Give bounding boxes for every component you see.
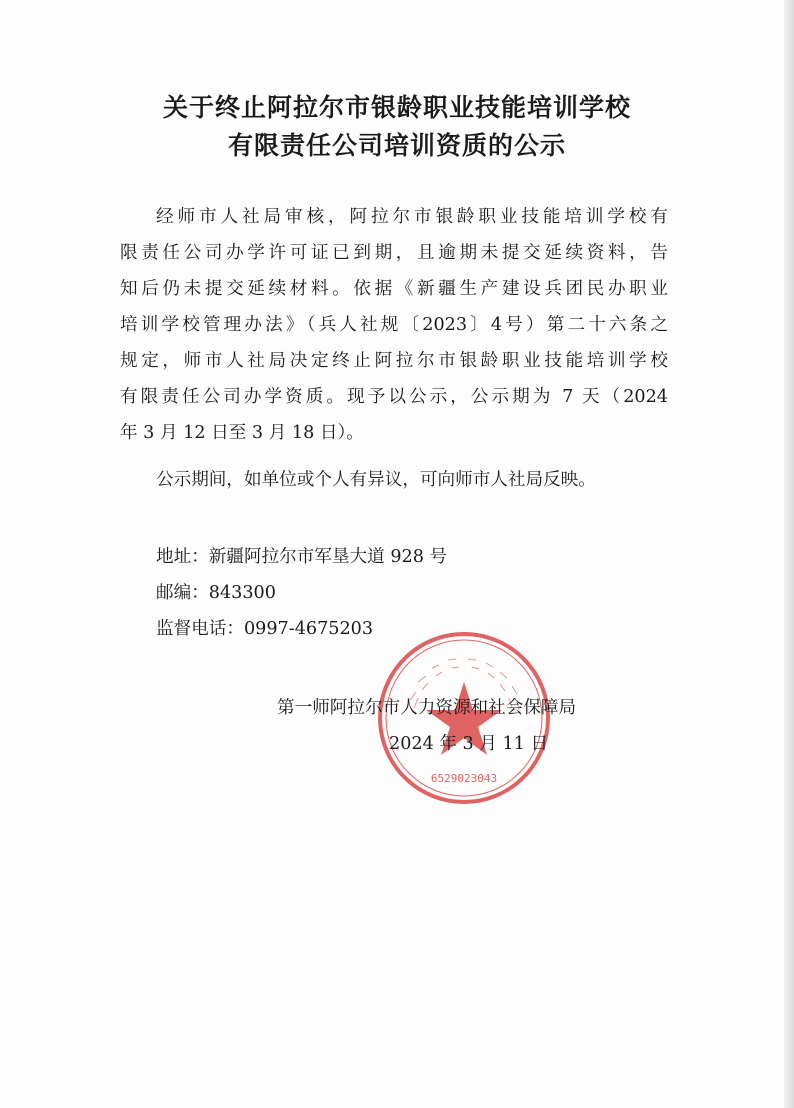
notice-paragraph-1	[120, 199, 668, 451]
notice-title-line2: 有限责任公司培训资质的公示	[227, 131, 566, 160]
seal-number: 6529023043	[430, 772, 498, 785]
paragraph-line: 知后仍未提交延续材料。依据《新疆生产建设兵团民办职业	[120, 279, 668, 299]
issue-date: 2024 年 3 月 11 日	[389, 734, 549, 754]
paragraph-line: 年 3 月 12 日至 3 月 18 日）。	[120, 423, 364, 443]
page-edge-shadow	[784, 0, 794, 1108]
postcode-text: 邮编：843300	[156, 583, 276, 603]
paragraph-line: 规定，师市人社局决定终止阿拉尔市银龄职业技能培训学校	[120, 351, 668, 371]
issuer-name: 第一师阿拉尔市人力资源和社会保障局	[277, 698, 577, 718]
phone-text: 监督电话：0997-4675203	[156, 619, 374, 639]
address-text: 地址：新疆阿拉尔市军垦大道 928 号	[156, 547, 448, 567]
paragraph-line: 经师市人社局审核，阿拉尔市银龄职业技能培训学校有	[156, 207, 668, 227]
paragraph-line: 有限责任公司办学资质。现予以公示，公示期为 7 天（2024	[120, 387, 668, 407]
paragraph-line: 培训学校管理办法》（兵人社规〔2023〕4号）第二十六条之	[120, 315, 668, 335]
paragraph-line: 公示期间，如单位或个人有异议，可向师市人社局反映。	[156, 470, 596, 490]
notice-paragraph-2	[120, 462, 668, 498]
paragraph-line: 限责任公司办学许可证已到期，且逾期未提交延续资料，告	[120, 243, 668, 263]
signature-block	[277, 690, 657, 762]
notice-title-line1: 关于终止阿拉尔市银龄职业技能培训学校	[162, 93, 631, 122]
